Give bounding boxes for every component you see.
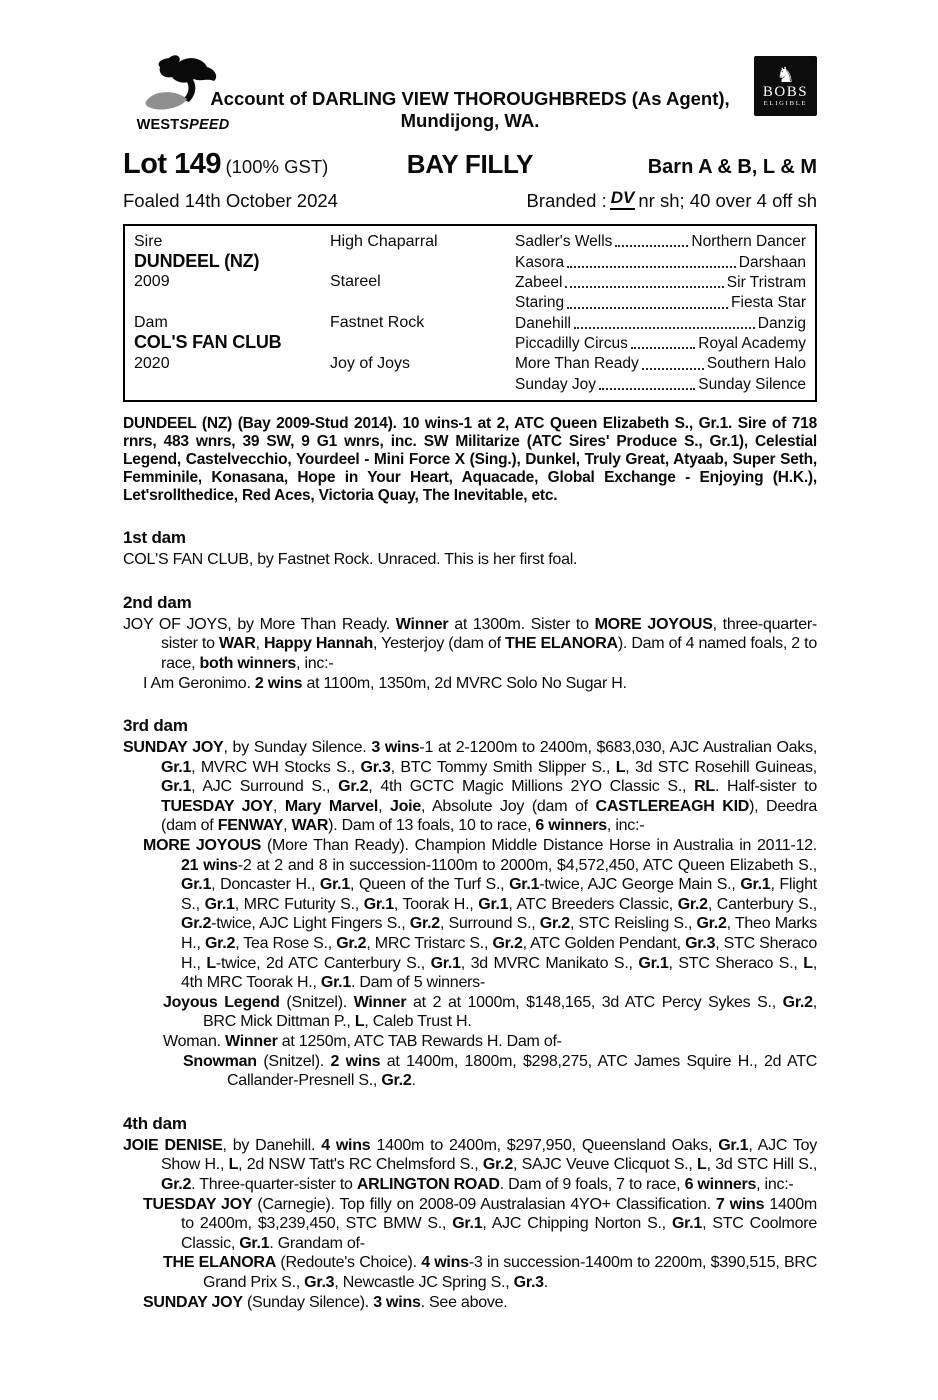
dam-name: COL'S FAN CLUB	[134, 332, 282, 353]
dam-sire: Fastnet Rock	[330, 314, 425, 332]
ancestor-row: Sunday Joy Sunday Silence	[515, 375, 806, 393]
westspeed-wordmark: WESTSPEED	[136, 117, 230, 133]
ancestor-row: Danehill Danzig	[515, 314, 806, 332]
ancestor-row: Staring Fiesta Star	[515, 294, 806, 312]
barn-assignment: Barn A & B, L & M	[647, 156, 817, 178]
bobs-logo	[754, 56, 817, 116]
horse-head-icon: ♞	[776, 62, 795, 87]
ancestor-row: Sadler's Wells Northern Dancer	[515, 233, 806, 251]
lot-left	[123, 148, 407, 181]
brand-details	[527, 190, 817, 214]
progeny-paragraph: MORE JOYOUS (More Than Ready). Champion Middle Distance Horse in Australia in 2011-12. 21 wins-2 at 2 and 8 in succession-1100m to 2000m, $4,572,450, ATC Queen Elizabeth S., Gr.1, Doncaster H., Gr.1, Queen of the Turf S., Gr.1-twice, AJC George Main S., Gr.1, Flight S., Gr.1, MRC Futurity S., Gr.1, Toorak H., Gr.1, ATC Breeders Classic, Gr.2, Canterbury S., Gr.2-twice, AJC Light Fingers S., Gr.2, Surround S., Gr.2, STC Reisling S., Gr.2, Theo Marks H., Gr.2, Tea Rose S., Gr.2, MRC Tristarc S., Gr.2, ATC Golden Pendant, Gr.3, STC Sheraco H., L-twice, 2d ATC Canterbury S., Gr.1, 3d MVRC Manikato S., Gr.1, STC Sheraco S., L, 4th MRC Toorak H., Gr.1. Dam of 5 winners-	[143, 837, 818, 992]
ancestor-row: Piccadilly Circus Royal Academy	[515, 335, 806, 353]
westspeed-logo	[127, 52, 239, 133]
sire-dam: Stareel	[330, 273, 381, 291]
progeny-paragraph: Woman. Winner at 1250m, ATC TAB Rewards H. Dam of-	[163, 1033, 562, 1050]
section-heading: 1st dam	[123, 528, 186, 548]
progeny-paragraph: TUESDAY JOY (Carnegie). Top filly on 2008-09 Australasian 4YO+ Classification. 7 wins 1400m to 2400m, $3,239,450, STC BMW S., Gr.1, AJC Chipping Norton S., Gr.1, STC Coolmore Classic, Gr.1. Grandam of-	[143, 1195, 818, 1252]
dot-leader	[599, 388, 695, 390]
ancestor-row: Zabeel Sir Tristram	[515, 273, 806, 291]
progeny-paragraph: THE ELANORA (Redoute's Choice). 4 wins-3 in succession-1400m to 2200m, $390,515, BRC Grand Prix S., Gr.3, Newcastle JC Spring S., Gr.3.	[163, 1254, 817, 1291]
sire-sire: High Chaparral	[330, 232, 438, 250]
dam-paragraph: JOIE DENISE, by Danehill. 4 wins 1400m to 2400m, $297,950, Queensland Oaks, Gr.1, AJC Toy Show H., L, 2d NSW Tatt's RC Chelmsford S., Gr.2, SAJC Veuve Clicquot S., L, 3d STC Hill S., Gr.2. Three-quarter-sister to ARLINGTON ROAD. Dam of 9 foals, 7 to race, 6 winners, inc:-	[123, 1136, 818, 1193]
dam-dam: Joy of Joys	[330, 354, 411, 372]
progeny-paragraph: I Am Geronimo. 2 wins at 1100m, 1350m, 2d MVRC Solo No Sugar H.	[143, 674, 627, 692]
progeny-paragraph: Snowman (Snitzel). 2 wins at 1400m, 1800m, $298,275, ATC James Squire H., 2d ATC Callander-Presnell S., Gr.2.	[183, 1052, 818, 1090]
section-heading: 2nd dam	[123, 592, 192, 612]
dam-label: Dam	[134, 314, 168, 332]
section-heading: 4th dam	[123, 1113, 187, 1133]
pedigree-table	[123, 224, 817, 402]
vendor-location-line: Mundijong, WA.	[400, 110, 540, 131]
dam-paragraph: SUNDAY JOY, by Sunday Silence. 3 wins-1 at 2-1200m to 2400m, $683,030, AJC Australian Oaks, Gr.1, MVRC WH Stocks S., Gr.3, BTC Tommy Smith Slipper S., L, 3d STC Rosehill Guineas, Gr.1, AJC Surround S., Gr.2, 4th GCTC Magic Millions 2YO Classic S., RL. Half-sister to TUESDAY JOY, Mary Marvel, Joie, Absolute Joy (dam of CASTLEREAGH KID), Deedra (dam of FENWAY, WAR). Dam of 13 foals, 10 to race, 6 winners, inc:-	[123, 739, 818, 835]
progeny-paragraph: Joyous Legend (Snitzel). Winner at 2 at 1000m, $148,165, 3d ATC Percy Sykes S., Gr.2, BRC Mick Dittman P., L, Caleb Trust H.	[163, 993, 817, 1031]
sire-year: 2009	[134, 273, 170, 291]
dot-leader	[574, 327, 755, 329]
progeny-paragraph: SUNDAY JOY (Sunday Silence). 3 wins. See above.	[143, 1293, 508, 1311]
horse-swoosh-icon	[129, 52, 237, 114]
branded-label: Branded :	[526, 190, 607, 211]
lot-header-row	[123, 148, 817, 181]
lot-number: Lot 149	[123, 148, 222, 180]
ancestor-row: More Than Ready Southern Halo	[515, 355, 806, 373]
sire-name: DUNDEEL (NZ)	[134, 250, 260, 271]
dam-year: 2020	[134, 354, 170, 372]
dam-paragraph: COL'S FAN CLUB, by Fastnet Rock. Unraced. This is her first foal.	[123, 551, 578, 569]
dot-leader	[615, 245, 688, 247]
dot-leader	[567, 266, 736, 268]
page-header	[123, 50, 817, 142]
brand-mark: DV	[610, 188, 636, 210]
dot-leader	[642, 368, 704, 370]
horse-description: BAY FILLY	[406, 149, 534, 179]
vendor-account-line: Account of DARLING VIEW THOROUGHBREDS (As Agent),	[210, 88, 730, 109]
section-3rd-dam	[123, 716, 817, 1091]
dot-leader	[567, 307, 728, 309]
brand-placement: nr sh; 40 over 4 off sh	[638, 190, 817, 211]
bobs-eligible-label: ELIGIBLE	[763, 99, 808, 107]
foal-brand-row	[123, 190, 817, 214]
dam-paragraph: JOY OF JOYS, by More Than Ready. Winner at 1300m. Sister to MORE JOYOUS, three-quarter-sister to WAR, Happy Hannah, Yesterjoy (dam of THE ELANORA). Dam of 4 named foals, 2 to race, both winners, inc:-	[123, 615, 817, 672]
bobs-wordmark: BOBS	[762, 83, 809, 100]
section-heading: 3rd dam	[123, 716, 188, 736]
sire-summary-paragraph: DUNDEEL (NZ) (Bay 2009-Stud 2014). 10 wins-1 at 2, ATC Queen Elizabeth S., Gr.1. Sire of 718 rnrs, 483 wnrs, 39 SW, 9 G1 wnrs, inc. SW Militarize (ATC Sires' Produce S., Gr.1), Celestial Legend, Castelvecchio, Yourdeel - Mini Force X (Sing.), Dunkel, Truly Great, Atyaab, Super Seth, Femminile, Konasana, Hope in Your Heart, Aquacade, Global Exchange - Enjoying (H.K.), Let'srollthedice, Red Aces, Victoria Quay, The Inevitable, etc.	[123, 415, 817, 505]
section-1st-dam	[123, 528, 817, 570]
dot-leader	[631, 347, 695, 349]
dot-leader	[565, 286, 723, 288]
gst-note: (100% GST)	[225, 156, 329, 177]
section-4th-dam	[123, 1114, 817, 1312]
sire-label: Sire	[134, 232, 163, 250]
foaled-date: Foaled 14th October 2024	[123, 190, 338, 211]
ancestor-row: Kasora Darshaan	[515, 253, 806, 271]
section-2nd-dam	[123, 593, 817, 693]
